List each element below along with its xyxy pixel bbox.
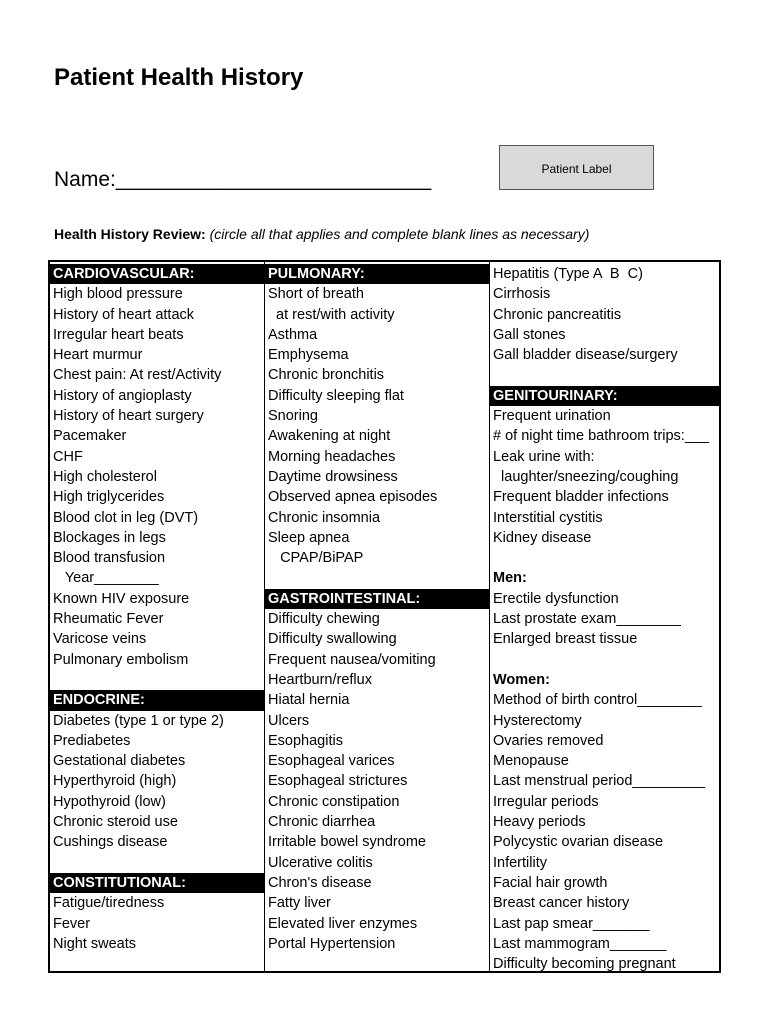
column-cardiovascular-endocrine (50, 264, 264, 954)
checklist-item[interactable]: Facial hair growth (493, 874, 608, 891)
checklist-item[interactable]: Ovaries removed (493, 732, 604, 749)
checklist-item[interactable]: Breast cancer history (493, 895, 630, 912)
checklist-item[interactable]: Last pap smear_______ (493, 915, 650, 932)
checklist-item[interactable]: Sleep apnea (268, 529, 350, 546)
checklist-item[interactable]: Fatty liver (268, 895, 331, 912)
column-hepatic-genitourinary (490, 264, 719, 974)
checklist-item[interactable]: Cirrhosis (493, 286, 551, 303)
checklist-item[interactable]: Leak urine with: (493, 448, 595, 465)
checklist-item[interactable]: Fever (53, 915, 91, 932)
spacer-row (50, 670, 264, 690)
checklist-item[interactable]: History of heart surgery (53, 408, 204, 425)
health-history-table (48, 260, 721, 973)
checklist-item[interactable]: Diabetes (type 1 or type 2) (53, 712, 224, 729)
checklist-item[interactable]: Chronic insomnia (268, 509, 381, 526)
checklist-item[interactable]: Irritable bowel syndrome (268, 834, 426, 851)
checklist-item[interactable]: CPAP/BiPAP (268, 550, 364, 567)
checklist-item[interactable]: Observed apnea episodes (268, 489, 438, 506)
checklist-item: Men: (493, 570, 527, 587)
spacer-row (490, 365, 719, 385)
section-header: PULMONARY: (265, 264, 489, 284)
checklist-item[interactable]: Hiatal hernia (268, 692, 350, 709)
checklist-item[interactable]: History of angioplasty (53, 387, 192, 404)
checklist-item[interactable]: Esophageal strictures (268, 773, 408, 790)
checklist-item[interactable]: Blood clot in leg (DVT) (53, 509, 199, 526)
checklist-item[interactable]: Pulmonary embolism (53, 651, 189, 668)
checklist-item[interactable]: Year________ (53, 570, 159, 587)
checklist-item[interactable]: High cholesterol (53, 468, 157, 485)
checklist-item[interactable]: Hyperthyroid (high) (53, 773, 177, 790)
checklist-item[interactable]: Gall bladder disease/surgery (493, 347, 678, 364)
checklist-item[interactable]: Asthma (268, 326, 318, 343)
section-header: ENDOCRINE: (50, 690, 264, 710)
checklist-item[interactable]: laughter/sneezing/coughing (493, 468, 679, 485)
checklist-item[interactable]: Chronic diarrhea (268, 814, 376, 831)
page-title: Patient Health History (54, 64, 304, 91)
checklist-item[interactable]: Night sweats (53, 935, 137, 952)
checklist-item[interactable]: Chron's disease (268, 874, 372, 891)
checklist-item[interactable]: Morning headaches (268, 448, 396, 465)
checklist-item[interactable]: Difficulty becoming pregnant (493, 956, 676, 973)
patient-label-box: Patient Label (499, 145, 654, 190)
spacer-row (50, 853, 264, 873)
checklist-item[interactable]: Ulcers (268, 712, 310, 729)
section-header: CARDIOVASCULAR: (50, 264, 264, 284)
checklist-item[interactable]: Esophageal varices (268, 753, 395, 770)
checklist-item[interactable]: Prediabetes (53, 732, 131, 749)
checklist-item[interactable]: Difficulty sleeping flat (268, 387, 404, 404)
checklist-item[interactable]: Kidney disease (493, 529, 592, 546)
checklist-item[interactable]: Heartburn/reflux (268, 671, 372, 688)
checklist-item[interactable]: Fatigue/tiredness (53, 895, 165, 912)
checklist-item[interactable]: Erectile dysfunction (493, 590, 619, 607)
checklist-item[interactable]: Last prostate exam________ (493, 611, 681, 628)
checklist-item[interactable]: at rest/with activity (268, 306, 395, 323)
checklist-item[interactable]: Chronic constipation (268, 793, 400, 810)
review-heading: Health History Review: (54, 226, 206, 242)
checklist-item[interactable]: Enlarged breast tissue (493, 631, 638, 648)
checklist-item[interactable]: Rheumatic Fever (53, 611, 164, 628)
spacer-row (490, 650, 719, 670)
section-header: GENITOURINARY: (490, 386, 719, 406)
checklist-item[interactable]: Chronic steroid use (53, 814, 178, 831)
checklist-item[interactable]: Varicose veins (53, 631, 147, 648)
checklist-item[interactable]: High blood pressure (53, 286, 183, 303)
checklist-item[interactable]: Portal Hypertension (268, 935, 396, 952)
checklist-item[interactable]: Pacemaker (53, 428, 127, 445)
spacer-row (490, 548, 719, 568)
checklist-item[interactable]: High triglycerides (53, 489, 165, 506)
checklist-item[interactable]: Heavy periods (493, 814, 586, 831)
checklist-item[interactable]: Cushings disease (53, 834, 168, 851)
checklist-item[interactable]: Awakening at night (268, 428, 391, 445)
checklist-item[interactable]: Menopause (493, 753, 569, 770)
health-history-review-heading (54, 226, 589, 242)
checklist-item[interactable]: History of heart attack (53, 306, 195, 323)
checklist-item[interactable]: Chest pain: At rest/Activity (53, 367, 222, 384)
checklist-item[interactable]: Chronic bronchitis (268, 367, 385, 384)
spacer-row (265, 568, 489, 588)
checklist-item[interactable]: Chronic pancreatitis (493, 306, 622, 323)
checklist-item[interactable]: Heart murmur (53, 347, 143, 364)
checklist-item[interactable]: Frequent nausea/vomiting (268, 651, 436, 668)
checklist-item[interactable]: Gestational diabetes (53, 753, 186, 770)
checklist-item: Women: (493, 671, 550, 688)
checklist-item[interactable]: Frequent urination (493, 408, 611, 425)
name-field[interactable]: Name:___________________________ (54, 168, 432, 191)
section-header: GASTROINTESTINAL: (265, 589, 489, 609)
checklist-item[interactable]: Elevated liver enzymes (268, 915, 418, 932)
column-pulmonary-gastrointestinal (265, 264, 489, 954)
checklist-item[interactable]: Difficulty chewing (268, 611, 380, 628)
checklist-item[interactable]: CHF (53, 448, 83, 465)
checklist-item[interactable]: Irregular heart beats (53, 326, 184, 343)
checklist-item[interactable]: Frequent bladder infections (493, 489, 669, 506)
checklist-item[interactable]: Blockages in legs (53, 529, 166, 546)
checklist-item[interactable]: Hypothyroid (low) (53, 793, 166, 810)
checklist-item[interactable]: Blood transfusion (53, 550, 166, 567)
checklist-item[interactable]: Last menstrual period_________ (493, 773, 706, 790)
checklist-item[interactable]: Esophagitis (268, 732, 343, 749)
checklist-item[interactable]: Snoring (268, 408, 318, 425)
checklist-item[interactable]: Irregular periods (493, 793, 599, 810)
checklist-item[interactable]: Method of birth control________ (493, 692, 702, 709)
review-instruction: (circle all that applies and complete blank lines as necessary) (209, 226, 590, 242)
checklist-item[interactable]: Polycystic ovarian disease (493, 834, 664, 851)
checklist-item[interactable]: Ulcerative colitis (268, 854, 373, 871)
checklist-item[interactable]: Daytime drowsiness (268, 468, 398, 485)
checklist-item[interactable]: Interstitial cystitis (493, 509, 603, 526)
checklist-item[interactable]: Hysterectomy (493, 712, 582, 729)
checklist-item[interactable]: Infertility (493, 854, 547, 871)
checklist-item[interactable]: Hepatitis (Type A B C) (493, 266, 643, 282)
checklist-item[interactable]: Short of breath (268, 286, 364, 303)
checklist-item[interactable]: # of night time bathroom trips:___ (493, 428, 710, 445)
checklist-item[interactable]: Known HIV exposure (53, 590, 190, 607)
section-header: CONSTITUTIONAL: (50, 873, 264, 893)
checklist-item[interactable]: Last mammogram_______ (493, 935, 667, 952)
checklist-item[interactable]: Difficulty swallowing (268, 631, 397, 648)
checklist-item[interactable]: Gall stones (493, 326, 566, 343)
checklist-item[interactable]: Emphysema (268, 347, 349, 364)
